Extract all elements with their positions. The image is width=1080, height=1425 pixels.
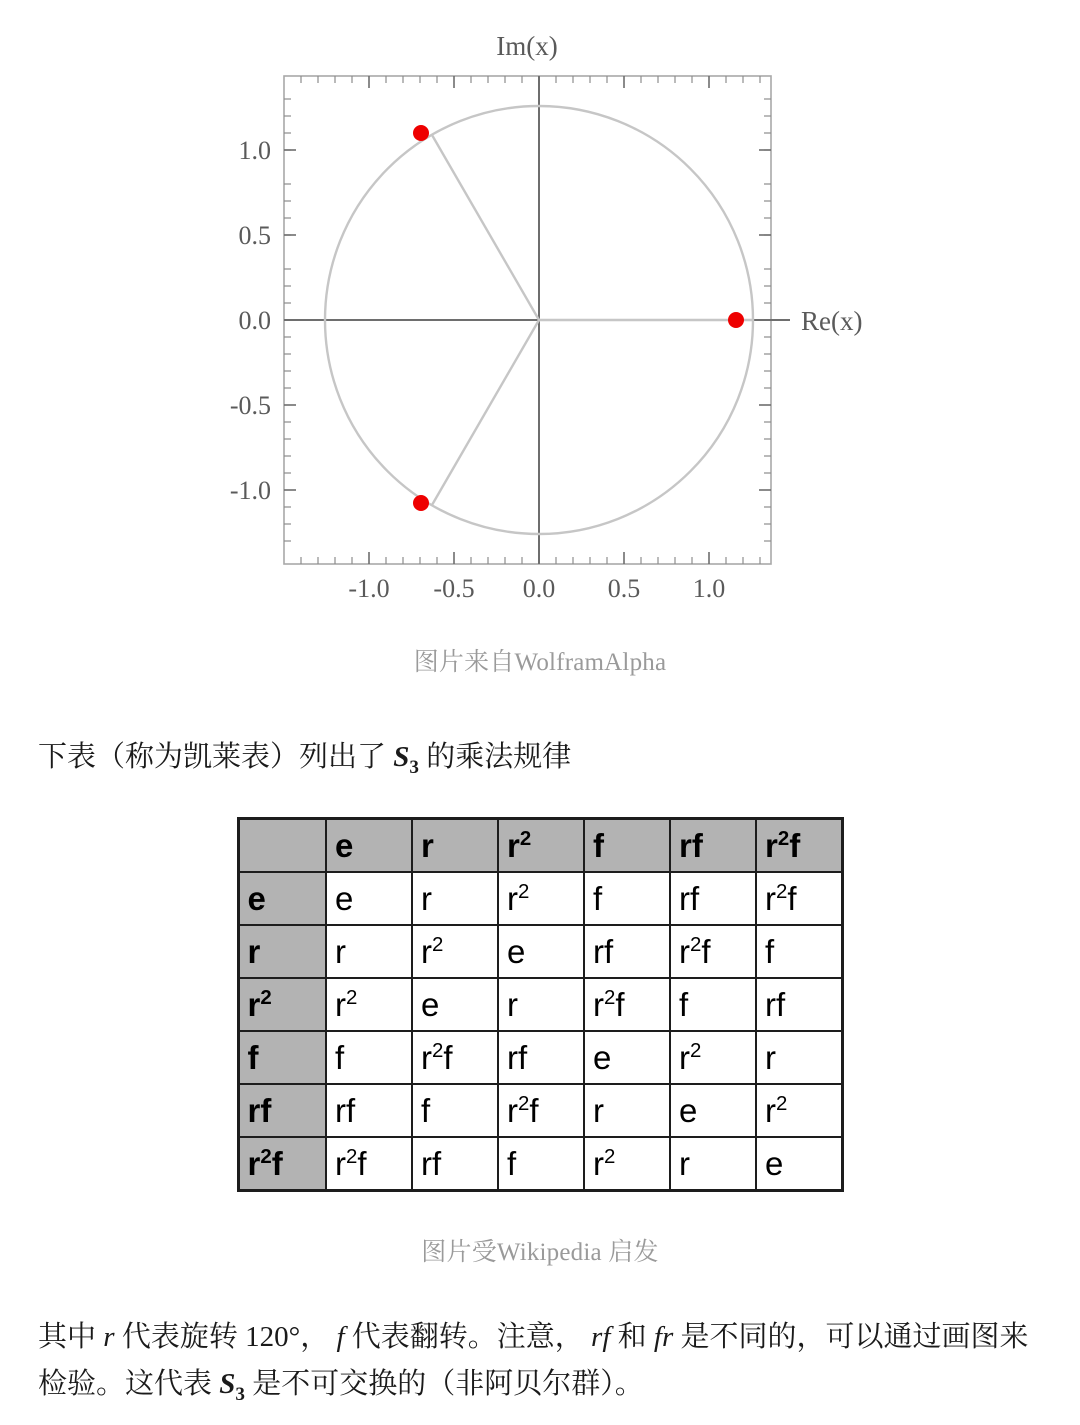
intro-text-after: 的乘法规律 bbox=[418, 741, 572, 773]
cayley-cell: f bbox=[498, 1137, 584, 1191]
cayley-table bbox=[237, 817, 844, 1192]
root-point-1 bbox=[728, 312, 744, 328]
cayley-cell: e bbox=[498, 925, 584, 978]
cayley-cell: $r^2f$ bbox=[584, 978, 670, 1031]
cayley-cell: e bbox=[412, 978, 498, 1031]
cayley-row-header: e bbox=[238, 872, 326, 925]
cayley-cell: r bbox=[670, 1137, 756, 1191]
cayley-corner-cell bbox=[238, 818, 326, 872]
cayley-cell: rf bbox=[498, 1031, 584, 1084]
outro-text-3: ， bbox=[300, 1320, 337, 1353]
svg-text:-1.0: -1.0 bbox=[229, 476, 271, 505]
y-axis-title: Im(x) bbox=[496, 31, 558, 61]
cayley-cell: e bbox=[756, 1137, 842, 1191]
cayley-cell: f bbox=[326, 1031, 412, 1084]
cayley-cell: e bbox=[584, 1031, 670, 1084]
x-tick-labels bbox=[348, 574, 725, 603]
cayley-cell: rf bbox=[326, 1084, 412, 1137]
cayley-cell: f bbox=[584, 872, 670, 925]
table-row bbox=[238, 1137, 842, 1191]
table-caption-wikipedia: 图片受Wikipedia 启发 bbox=[421, 1238, 659, 1266]
cayley-cell: f bbox=[756, 925, 842, 978]
outro-text-6: 是不同的，可以通过画图来检验。这代表 bbox=[38, 1320, 1029, 1400]
svg-text:1.0: 1.0 bbox=[692, 574, 726, 603]
cayley-cell: r bbox=[412, 872, 498, 925]
cayley-col-header: rf bbox=[670, 818, 756, 872]
svg-text:0.0: 0.0 bbox=[238, 306, 271, 335]
svg-text:0.0: 0.0 bbox=[522, 574, 556, 603]
cayley-cell: $r^2$ bbox=[412, 925, 498, 978]
cayley-cell: rf bbox=[670, 872, 756, 925]
y-tick-labels bbox=[230, 136, 271, 505]
cayley-row-header: $r^2f$ bbox=[238, 1137, 326, 1191]
cayley-cell: rf bbox=[584, 925, 670, 978]
svg-text:-1.0: -1.0 bbox=[348, 574, 390, 603]
cayley-col-header: r bbox=[412, 818, 498, 872]
cayley-col-header: e bbox=[326, 818, 412, 872]
s3-letter: S bbox=[393, 741, 410, 773]
figure-caption-wolframalpha: 图片来自WolframAlpha bbox=[413, 649, 667, 676]
cayley-col-header: $r^2$ bbox=[498, 818, 584, 872]
svg-text:-0.5: -0.5 bbox=[433, 574, 475, 603]
intro-text-before: 下表（称为凯莱表）列出了 bbox=[38, 741, 394, 773]
cayley-cell: r bbox=[326, 925, 412, 978]
cayley-cell: $r^2f$ bbox=[756, 872, 842, 925]
table-row bbox=[238, 1084, 842, 1137]
cayley-cell: $r^2$ bbox=[326, 978, 412, 1031]
cayley-cell: r bbox=[756, 1031, 842, 1084]
cayley-row-header: r bbox=[238, 925, 326, 978]
s3-subscript-outro: 3 bbox=[235, 1383, 245, 1405]
table-row bbox=[238, 925, 842, 978]
outro-text-2: 代表旋转 bbox=[114, 1320, 246, 1353]
cayley-cell: f bbox=[412, 1084, 498, 1137]
cayley-col-header: $r^2f$ bbox=[756, 818, 842, 872]
s3-subscript: 3 bbox=[409, 756, 419, 778]
cayley-cell: f bbox=[670, 978, 756, 1031]
cayley-cell: $r^2f$ bbox=[326, 1137, 412, 1191]
s3-symbol-outro bbox=[219, 1367, 245, 1405]
svg-text:-0.5: -0.5 bbox=[229, 391, 271, 420]
s3-symbol bbox=[393, 741, 419, 778]
cayley-cell: $r^2$ bbox=[498, 872, 584, 925]
outro-paragraph bbox=[0, 1314, 1080, 1410]
outro-text-7: 是不可交换的（非阿贝尔群）。 bbox=[244, 1367, 644, 1400]
cayley-row-header: $r^2$ bbox=[238, 978, 326, 1031]
svg-text:1.0: 1.0 bbox=[238, 136, 271, 165]
cayley-header-row bbox=[238, 818, 842, 872]
cayley-col-header: f bbox=[584, 818, 670, 872]
cayley-cell: $r^2$ bbox=[584, 1137, 670, 1191]
cayley-row-header: rf bbox=[238, 1084, 326, 1137]
cayley-cell: rf bbox=[756, 978, 842, 1031]
cayley-cell: r bbox=[584, 1084, 670, 1137]
outro-text-4: 代表翻转。注意， bbox=[344, 1320, 592, 1353]
outro-text-5: 和 bbox=[610, 1320, 654, 1353]
cayley-cell: $r^2f$ bbox=[412, 1031, 498, 1084]
cayley-table-wrapper bbox=[0, 817, 1080, 1192]
cayley-row-header: f bbox=[238, 1031, 326, 1084]
r-symbol: r bbox=[103, 1320, 115, 1353]
complex-plane-figure bbox=[0, 0, 1080, 620]
cayley-cell: $r^2$ bbox=[670, 1031, 756, 1084]
rf-symbol: rf bbox=[591, 1320, 611, 1353]
fr-symbol: fr bbox=[653, 1320, 674, 1353]
x-axis-title: Re(x) bbox=[801, 306, 863, 336]
cayley-cell: e bbox=[670, 1084, 756, 1137]
cayley-cell: e bbox=[326, 872, 412, 925]
rotation-degrees: 120° bbox=[245, 1320, 301, 1353]
table-row bbox=[238, 872, 842, 925]
root-point-2 bbox=[413, 125, 429, 141]
complex-plane-plot bbox=[0, 0, 1080, 620]
cayley-cell: $r^2$ bbox=[756, 1084, 842, 1137]
s3-letter-outro: S bbox=[219, 1367, 236, 1400]
cayley-cell: rf bbox=[412, 1137, 498, 1191]
f-symbol: f bbox=[336, 1320, 345, 1353]
cayley-cell: $r^2f$ bbox=[498, 1084, 584, 1137]
cayley-cell: $r^2f$ bbox=[670, 925, 756, 978]
outro-text-1: 其中 bbox=[38, 1320, 104, 1353]
table-row bbox=[238, 978, 842, 1031]
cayley-cell: r bbox=[498, 978, 584, 1031]
svg-text:0.5: 0.5 bbox=[238, 221, 271, 250]
table-row bbox=[238, 1031, 842, 1084]
intro-paragraph bbox=[0, 734, 1080, 783]
root-point-3 bbox=[413, 495, 429, 511]
svg-text:0.5: 0.5 bbox=[607, 574, 641, 603]
